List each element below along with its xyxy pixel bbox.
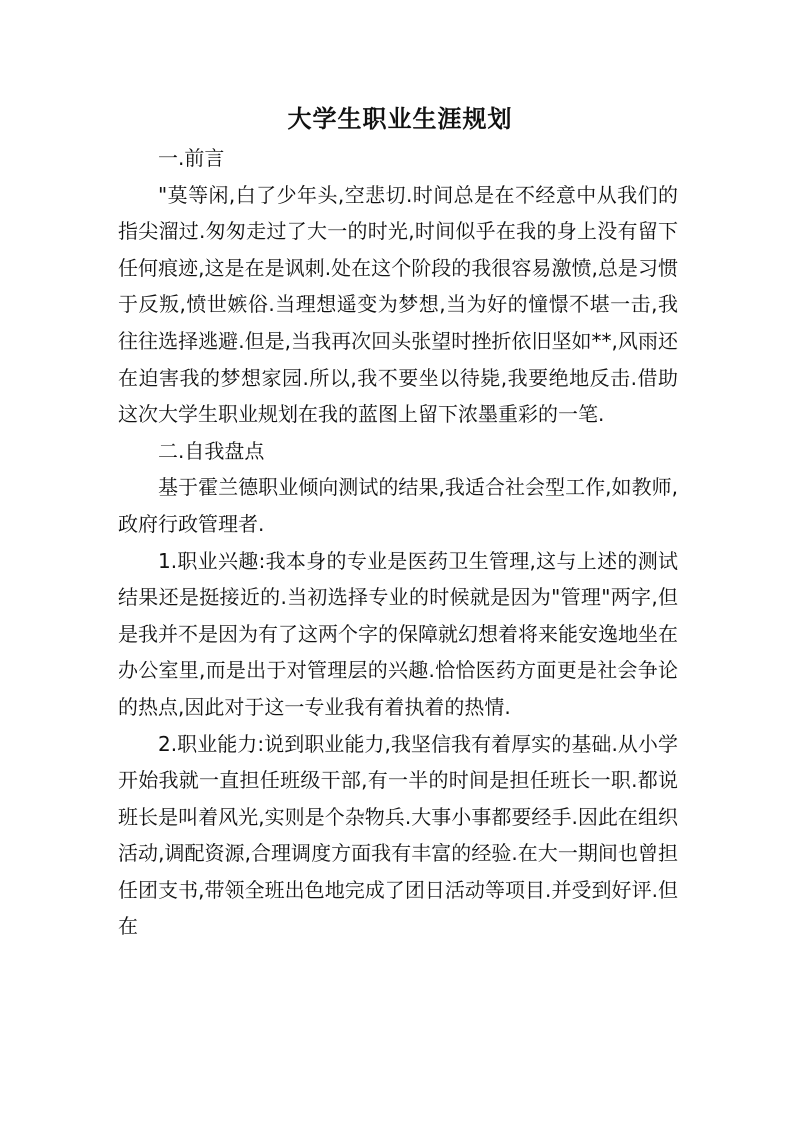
paragraph-preface: "莫等闲,白了少年头,空悲切.时间总是在不经意中从我们的指尖溜过.匆匆走过了大一的时光,时间似乎在我的身上没有留下任何痕迹,这是在是讽刺.处在这个阶段的我很容易激愤,总是习惯于反叛,愤世嫉俗.当理想遥变为梦想,当为好的憧憬不堪一击,我往往选择逃避.但是,当我再次回头张望时挫折依旧坚如**,风雨还在迫害我的梦想家园.所以,我不要坐以待毙,我要绝地反击.借助这次大学生职业规划在我的蓝图上留下浓墨重彩的一笔. [118,182,678,427]
section-heading-preface: 一.前言 [158,146,225,170]
paragraph-holland-test: 基于霍兰德职业倾向测试的结果,我适合社会型工作,如教师,政府行政管理者. [118,475,678,536]
document-title: 大学生职业生涯规划 [287,104,513,133]
paragraph-career-ability: 2.职业能力:说到职业能力,我坚信我有着厚实的基础.从小学开始我就一直担任班级干部,有一半的时间是担任班长一职.都说班长是叫着风光,实则是个杂物兵.大事小事都要经手.因此在组织活动,调配资源,合理调度方面我有丰富的经验.在大一期间也曾担任团支书,带领全班出色地完成了团日活动等项目.并受到好评.但在 [118,731,678,939]
section-heading-self-assessment: 二.自我盘点 [158,438,265,463]
document-body [118,140,678,945]
paragraph-career-interest: 1.职业兴趣:我本身的专业是医药卫生管理,这与上述的测试结果还是挺接近的.当初选择专业的时候就是因为"管理"两字,但是我并不是因为有了这两个字的保障就幻想着将来能安逸地坐在办公室里,而是出于对管理层的兴趣.恰恰医药方面更是社会争论的热点,因此对于这一专业我有着执着的热情. [118,548,678,719]
